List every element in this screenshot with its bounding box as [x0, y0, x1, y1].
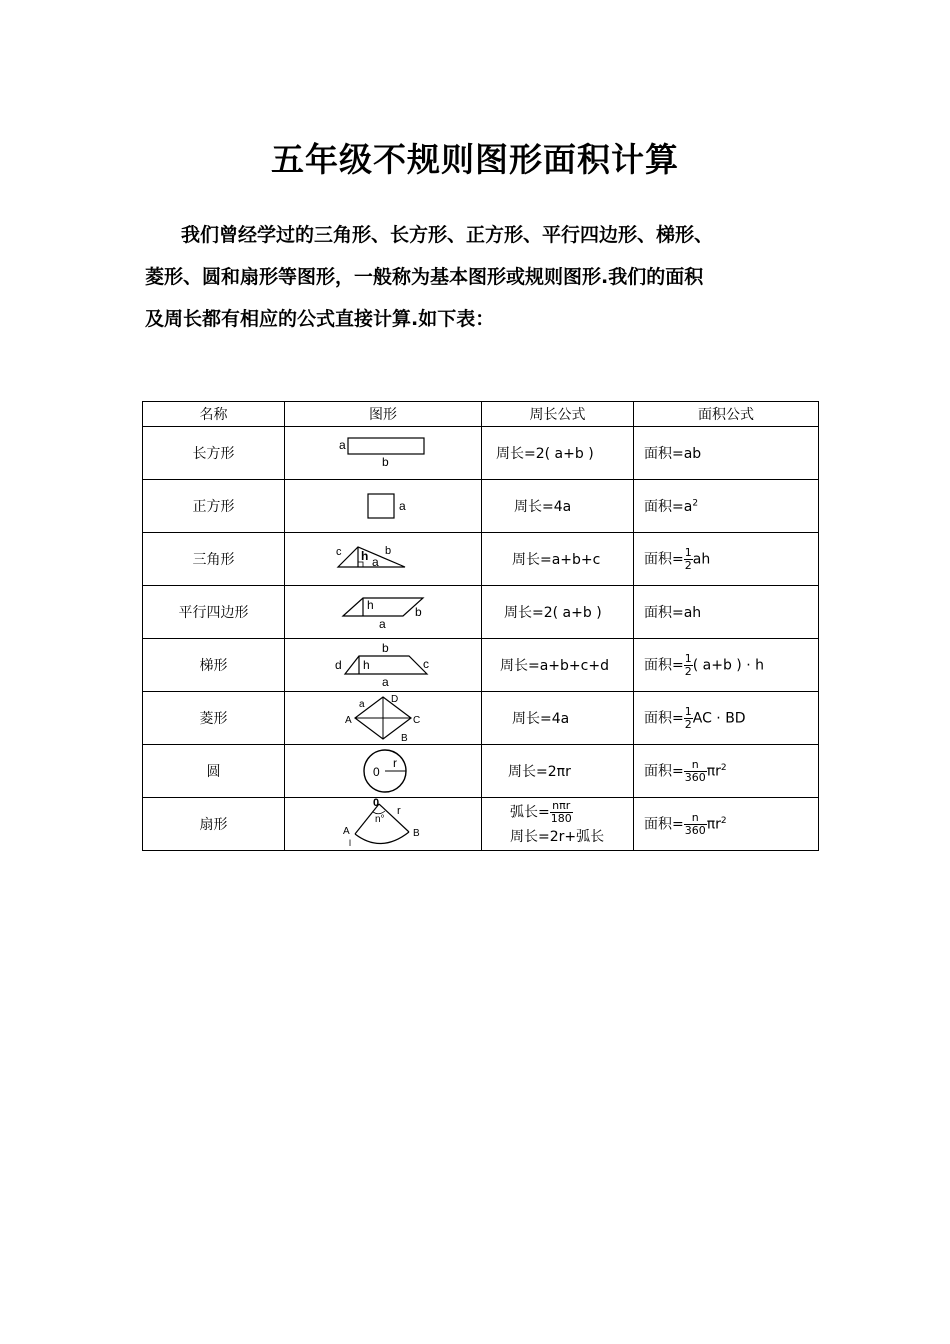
trapezoid-figure	[285, 639, 482, 692]
perimeter-formula: 弧长= $\frac{\text{nπr}}{180}$ 周长=2r+弧长	[482, 798, 634, 851]
circle-figure	[285, 745, 482, 798]
intro-paragraph	[145, 214, 825, 340]
area-formula: 面积= $\frac{1}{2}$ ah	[634, 533, 819, 586]
perimeter-formula: 周长=a+b+c	[482, 533, 634, 586]
square-figure	[285, 480, 482, 533]
intro-line: 我们曾经学过的三角形、长方形、正方形、平行四边形、梯形、	[181, 224, 714, 246]
svg-text:b: b	[415, 605, 422, 619]
perimeter-formula: 周长=2πr	[482, 745, 634, 798]
table-header-row	[143, 402, 819, 427]
svg-text:c: c	[336, 546, 342, 558]
shape-name: 平行四边形	[143, 586, 285, 639]
header-name: 名称	[143, 402, 285, 427]
rhombus-figure	[285, 692, 482, 745]
perimeter-formula: 周长=a+b+c+d	[482, 639, 634, 692]
svg-text:a: a	[399, 499, 406, 513]
area-formula: 面积= $\frac{n}{360}$ $\pi r^2$	[634, 745, 819, 798]
table-row	[143, 533, 819, 586]
table-row	[143, 692, 819, 745]
svg-text:n°: n°	[375, 814, 385, 825]
svg-text:a: a	[339, 438, 346, 452]
svg-text:B: B	[401, 733, 408, 743]
formula-table	[142, 401, 819, 851]
svg-text:l: l	[349, 838, 351, 848]
svg-text:h: h	[363, 658, 370, 672]
shape-name: 菱形	[143, 692, 285, 745]
table-row	[143, 480, 819, 533]
perimeter-formula: 周长=4a	[482, 692, 634, 745]
table-row	[143, 798, 819, 851]
area-formula: 面积=ab	[634, 427, 819, 480]
area-formula: 面积=ah	[634, 586, 819, 639]
svg-text:A: A	[345, 715, 352, 726]
svg-text:0: 0	[373, 798, 380, 809]
area-formula: 面积= $\frac{n}{360}$ $\pi r^2$	[634, 798, 819, 851]
svg-text:b: b	[382, 455, 389, 469]
svg-text:a: a	[359, 699, 365, 710]
svg-text:b: b	[382, 642, 389, 655]
svg-text:B: B	[413, 828, 420, 839]
perimeter-formula: 周长=4a	[482, 480, 634, 533]
arc-length-formula: 弧长= $\frac{\text{nπr}}{180}$	[510, 798, 572, 825]
header-perimeter: 周长公式	[482, 402, 634, 427]
shape-name: 三角形	[143, 533, 285, 586]
table-row	[143, 427, 819, 480]
page-title: 五年级不规则图形面积计算	[271, 140, 679, 180]
table-row	[143, 745, 819, 798]
svg-text:a: a	[382, 675, 389, 688]
area-formula: 面积= $\frac{1}{2}$ AC · BD	[634, 692, 819, 745]
svg-text:r: r	[397, 805, 401, 817]
svg-text:D: D	[391, 694, 399, 705]
shape-name: 圆	[143, 745, 285, 798]
area-formula: 面积$=a^2$	[634, 480, 819, 533]
svg-text:a: a	[372, 555, 379, 569]
svg-text:r: r	[393, 756, 397, 770]
perimeter-formula: 周长=2( a+b )	[482, 586, 634, 639]
svg-text:c: c	[423, 657, 429, 671]
shape-name: 梯形	[143, 639, 285, 692]
svg-text:0: 0	[373, 765, 380, 779]
shape-name: 扇形	[143, 798, 285, 851]
sector-figure	[285, 798, 482, 851]
svg-text:h: h	[367, 598, 374, 612]
rectangle-figure	[285, 427, 482, 480]
area-formula: 面积= $\frac{1}{2}$ ( a+b ) · h	[634, 639, 819, 692]
svg-text:d: d	[335, 658, 342, 672]
svg-text:A: A	[343, 826, 350, 837]
svg-text:h: h	[361, 549, 369, 563]
svg-text:a: a	[379, 617, 386, 631]
svg-text:C: C	[413, 715, 421, 726]
header-area: 面积公式	[634, 402, 819, 427]
shape-name: 长方形	[143, 427, 285, 480]
shape-name: 正方形	[143, 480, 285, 533]
triangle-figure	[285, 533, 482, 586]
header-figure: 图形	[285, 402, 482, 427]
table-row	[143, 586, 819, 639]
parallelogram-figure	[285, 586, 482, 639]
intro-line: 菱形、圆和扇形等图形，一般称为基本图形或规则图形.我们的面积	[145, 266, 704, 288]
table-row	[143, 639, 819, 692]
perimeter-formula: 周长=2( a+b )	[482, 427, 634, 480]
svg-text:b: b	[385, 545, 392, 557]
intro-line: 及周长都有相应的公式直接计算.如下表：	[145, 308, 495, 330]
